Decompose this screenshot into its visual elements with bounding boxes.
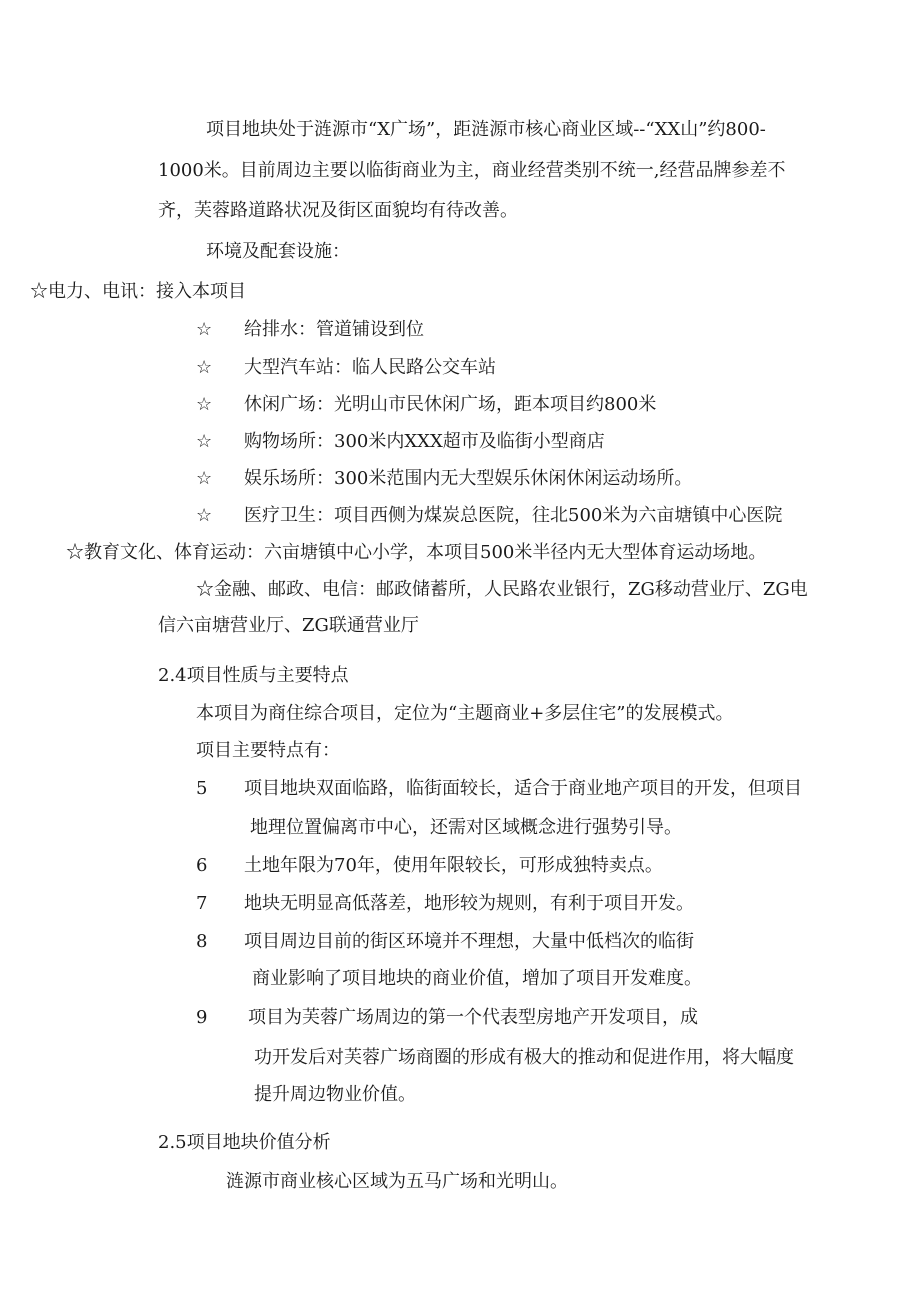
facility-shopping: 购物场所：300米内XXX超市及临街小型商店 — [244, 431, 605, 452]
feature-number: 9 — [196, 1007, 208, 1028]
facility-entertainment-star: ☆ — [196, 468, 213, 489]
intro-line-2: 1000米。目前周边主要以临街商业为主，商业经营类别不统一,经营品牌参差不 — [158, 160, 786, 181]
facility-power: ☆电力、电讯：接入本项目 — [30, 281, 246, 302]
facility-leisure: 休闲广场：光明山市民休闲广场，距本项目约800米 — [244, 394, 657, 415]
facility-finance-line-2: 信六亩塘营业厅、ZG联通营业厅 — [158, 615, 419, 636]
facilities-heading: 环境及配套设施： — [206, 241, 350, 262]
feature-item-text: 提升周边物业价值。 — [254, 1084, 416, 1105]
feature-item-text: 功开发后对芙蓉广场商圈的形成有极大的推动和促进作用，将大幅度 — [254, 1047, 794, 1068]
feature-item-text: 商业影响了项目地块的商业价值，增加了项目开发难度。 — [252, 968, 702, 989]
facility-water: 给排水：管道铺设到位 — [244, 319, 424, 340]
facility-medical-star: ☆ — [196, 505, 213, 526]
facility-entertainment: 娱乐场所：300米范围内无大型娱乐休闲休闲运动场所。 — [244, 468, 693, 489]
section-2-5-heading: 2.5项目地块价值分析 — [158, 1132, 331, 1153]
feature-item-text: 土地年限为70年，使用年限较长，可形成独特卖点。 — [244, 855, 663, 876]
feature-number: 8 — [196, 931, 208, 952]
feature-item-text: 项目周边目前的街区环境并不理想，大量中低档次的临街 — [244, 931, 694, 952]
section-2-4-positioning: 本项目为商住综合项目，定位为“主题商业+多层住宅”的发展模式。 — [196, 703, 734, 724]
facility-water-star: ☆ — [196, 319, 213, 340]
facility-shopping-star: ☆ — [196, 431, 213, 452]
section-2-4-heading: 2.4项目性质与主要特点 — [158, 665, 349, 686]
facility-leisure-star: ☆ — [196, 394, 213, 415]
facility-bus: 大型汽车站：临人民路公交车站 — [244, 357, 496, 378]
feature-number: 6 — [196, 855, 208, 876]
intro-line-1: 项目地块处于涟源市“X广场”，距涟源市核心商业区域--“XX山”约800- — [206, 119, 766, 140]
feature-item-text: 地块无明显高低落差，地形较为规则，有利于项目开发。 — [244, 893, 694, 914]
facility-medical: 医疗卫生：项目西侧为煤炭总医院，往北500米为六亩塘镇中心医院 — [244, 505, 783, 526]
feature-number: 7 — [196, 893, 208, 914]
feature-item-text: 地理位置偏离市中心，还需对区域概念进行强势引导。 — [250, 817, 682, 838]
intro-line-3: 齐，芙蓉路道路状况及街区面貌均有待改善。 — [158, 200, 518, 221]
feature-number: 5 — [196, 778, 208, 799]
facility-education: ☆教育文化、体育运动：六亩塘镇中心小学，本项目500米半径内无大型体育运动场地。 — [66, 542, 767, 563]
section-2-5-text: 涟源市商业核心区域为五马广场和光明山。 — [226, 1171, 568, 1192]
facility-finance-line-1: ☆金融、邮政、电信：邮政储蓄所，人民路农业银行，ZG移动营业厅、ZG电 — [196, 579, 808, 600]
feature-item-text: 项目地块双面临路，临街面较长，适合于商业地产项目的开发，但项目 — [244, 778, 802, 799]
section-2-4-features-intro: 项目主要特点有： — [196, 740, 340, 761]
facility-bus-star: ☆ — [196, 357, 213, 378]
feature-item-text: 项目为芙蓉广场周边的第一个代表型房地产开发项目，成 — [248, 1007, 698, 1028]
